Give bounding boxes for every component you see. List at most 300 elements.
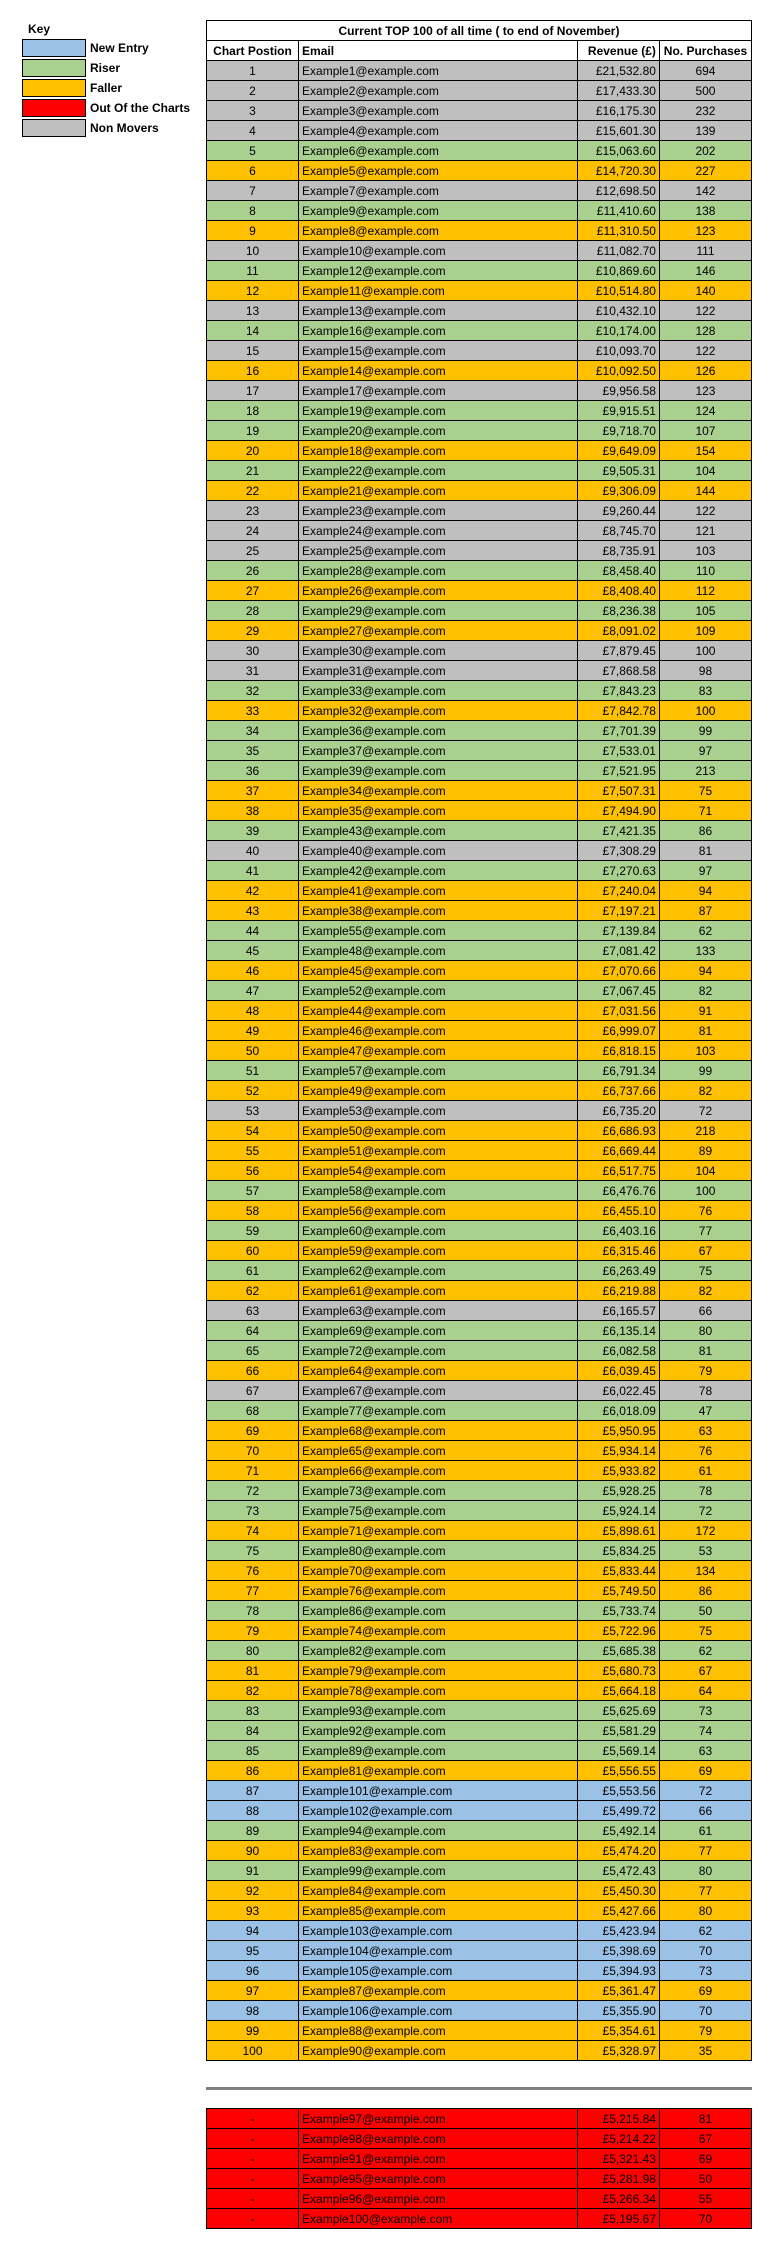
cell-purchases: 70 [659,2209,751,2229]
cell-position: 80 [207,1641,299,1661]
table-row [207,1241,752,1261]
cell-revenue: £5,321.43 [578,2149,660,2169]
cell-revenue: £5,472.43 [578,1861,660,1881]
cell-email: Example73@example.com [299,1481,578,1501]
cell-position: 84 [207,1721,299,1741]
cell-purchases: 86 [659,1581,751,1601]
cell-revenue: £5,556.55 [578,1761,660,1781]
cell-purchases: 98 [659,661,751,681]
table-row [207,1901,752,1921]
cell-position: 46 [207,961,299,981]
cell-email: Example61@example.com [299,1281,578,1301]
cell-purchases: 50 [659,2169,751,2189]
cell-purchases: 75 [659,781,751,801]
cell-revenue: £5,581.29 [578,1721,660,1741]
table-row [207,2209,752,2229]
cell-revenue: £5,474.20 [578,1841,660,1861]
cell-email: Example89@example.com [299,1741,578,1761]
cell-position: 47 [207,981,299,1001]
cell-email: Example11@example.com [299,281,578,301]
cell-email: Example46@example.com [299,1021,578,1041]
cell-purchases: 81 [659,1341,751,1361]
cell-email: Example104@example.com [299,1941,578,1961]
cell-revenue: £5,492.14 [578,1821,660,1841]
cell-email: Example74@example.com [299,1621,578,1641]
cell-email: Example66@example.com [299,1461,578,1481]
cell-revenue: £7,197.21 [578,901,660,921]
cell-revenue: £6,018.09 [578,1401,660,1421]
cell-position: 99 [207,2021,299,2041]
cell-email: Example10@example.com [299,241,578,261]
cell-purchases: 74 [659,1721,751,1741]
table-row [207,1821,752,1841]
cell-purchases: 100 [659,1181,751,1201]
cell-position: 89 [207,1821,299,1841]
cell-email: Example86@example.com [299,1601,578,1621]
cell-revenue: £5,569.14 [578,1741,660,1761]
table-row [207,1481,752,1501]
cell-position: 12 [207,281,299,301]
cell-purchases: 218 [659,1121,751,1141]
cell-purchases: 128 [659,321,751,341]
cell-email: Example75@example.com [299,1501,578,1521]
table-row [207,1181,752,1201]
cell-purchases: 76 [659,1201,751,1221]
legend-key [22,21,202,138]
cell-email: Example32@example.com [299,701,578,721]
cell-email: Example17@example.com [299,381,578,401]
table-row [207,1541,752,1561]
cell-purchases: 75 [659,1621,751,1641]
cell-email: Example96@example.com [299,2189,578,2209]
table-row [207,841,752,861]
table-row [207,461,752,481]
cell-email: Example7@example.com [299,181,578,201]
cell-email: Example58@example.com [299,1181,578,1201]
cell-email: Example51@example.com [299,1141,578,1161]
key-title: Key [28,22,51,36]
cell-revenue: £5,749.50 [578,1581,660,1601]
cell-revenue: £7,842.78 [578,701,660,721]
cell-position: 34 [207,721,299,741]
cell-revenue: £11,310.50 [578,221,660,241]
cell-email: Example91@example.com [299,2149,578,2169]
table-row [207,1581,752,1601]
table-row [207,541,752,561]
cell-email: Example105@example.com [299,1961,578,1981]
cell-purchases: 500 [659,81,751,101]
table-row [207,2001,752,2021]
cell-purchases: 61 [659,1461,751,1481]
cell-purchases: 80 [659,1861,751,1881]
cell-position: 77 [207,1581,299,1601]
cell-position: 43 [207,901,299,921]
cell-purchases: 62 [659,921,751,941]
cell-position: 56 [207,1161,299,1181]
table-row [207,1781,752,1801]
cell-email: Example39@example.com [299,761,578,781]
cell-revenue: £7,843.23 [578,681,660,701]
table-title-row [207,21,752,41]
cell-position: 11 [207,261,299,281]
cell-email: Example65@example.com [299,1441,578,1461]
cell-revenue: £6,818.15 [578,1041,660,1061]
cell-email: Example14@example.com [299,361,578,381]
cell-revenue: £16,175.30 [578,101,660,121]
cell-revenue: £5,625.69 [578,1701,660,1721]
table-row [207,1401,752,1421]
cell-email: Example27@example.com [299,621,578,641]
table-row [207,921,752,941]
cell-position: 69 [207,1421,299,1441]
cell-purchases: 202 [659,141,751,161]
cell-email: Example67@example.com [299,1381,578,1401]
key-label: Faller [90,81,123,95]
cell-revenue: £9,718.70 [578,421,660,441]
key-swatch [22,39,86,57]
cell-email: Example76@example.com [299,1581,578,1601]
cell-revenue: £7,270.63 [578,861,660,881]
table-row [207,1981,752,2001]
cell-purchases: 78 [659,1381,751,1401]
cell-revenue: £5,214.22 [578,2129,660,2149]
cell-purchases: 694 [659,61,751,81]
table-row [207,1081,752,1101]
cell-revenue: £5,834.25 [578,1541,660,1561]
cell-position: 66 [207,1361,299,1381]
cell-revenue: £9,505.31 [578,461,660,481]
cell-purchases: 76 [659,1441,751,1461]
cell-purchases: 75 [659,1261,751,1281]
cell-purchases: 94 [659,881,751,901]
cell-email: Example88@example.com [299,2021,578,2041]
table-row [207,701,752,721]
table-row [207,1101,752,1121]
cell-purchases: 94 [659,961,751,981]
cell-purchases: 232 [659,101,751,121]
cell-purchases: 62 [659,1641,751,1661]
cell-revenue: £6,669.44 [578,1141,660,1161]
cell-email: Example87@example.com [299,1981,578,2001]
cell-email: Example81@example.com [299,1761,578,1781]
cell-position: 41 [207,861,299,881]
cell-revenue: £9,649.09 [578,441,660,461]
cell-purchases: 104 [659,461,751,481]
cell-email: Example63@example.com [299,1301,578,1321]
cell-revenue: £7,701.39 [578,721,660,741]
cell-revenue: £6,135.14 [578,1321,660,1341]
cell-email: Example6@example.com [299,141,578,161]
cell-position: 50 [207,1041,299,1061]
cell-position: 22 [207,481,299,501]
table-row [207,1741,752,1761]
cell-email: Example92@example.com [299,1721,578,1741]
cell-email: Example55@example.com [299,921,578,941]
cell-email: Example60@example.com [299,1221,578,1241]
cell-revenue: £5,499.72 [578,1801,660,1821]
cell-position: 26 [207,561,299,581]
table-row [207,1261,752,1281]
cell-email: Example94@example.com [299,1821,578,1841]
cell-email: Example47@example.com [299,1041,578,1061]
cell-revenue: £5,427.66 [578,1901,660,1921]
cell-revenue: £9,306.09 [578,481,660,501]
key-label: Non Movers [90,121,159,135]
cell-revenue: £6,517.75 [578,1161,660,1181]
cell-email: Example57@example.com [299,1061,578,1081]
cell-revenue: £6,219.88 [578,1281,660,1301]
cell-revenue: £5,924.14 [578,1501,660,1521]
cell-position: 75 [207,1541,299,1561]
cell-revenue: £5,266.34 [578,2189,660,2209]
table-row [207,1341,752,1361]
table-row [207,81,752,101]
cell-email: Example72@example.com [299,1341,578,1361]
cell-purchases: 142 [659,181,751,201]
cell-email: Example82@example.com [299,1641,578,1661]
cell-purchases: 69 [659,1981,751,2001]
cell-position: 86 [207,1761,299,1781]
cell-email: Example43@example.com [299,821,578,841]
table-row [207,1961,752,1981]
table-row [207,1621,752,1641]
cell-email: Example29@example.com [299,601,578,621]
table-row [207,1501,752,1521]
cell-revenue: £6,476.76 [578,1181,660,1201]
cell-purchases: 111 [659,241,751,261]
table-row [207,2189,752,2209]
key-label: Out Of the Charts [90,101,191,115]
cell-position: 33 [207,701,299,721]
cell-email: Example62@example.com [299,1261,578,1281]
table-row [207,441,752,461]
cell-purchases: 110 [659,561,751,581]
cell-email: Example77@example.com [299,1401,578,1421]
key-label: New Entry [90,41,149,55]
key-swatch [22,99,86,117]
cell-purchases: 227 [659,161,751,181]
cell-email: Example50@example.com [299,1121,578,1141]
table-row [207,961,752,981]
cell-position: 65 [207,1341,299,1361]
cell-email: Example106@example.com [299,2001,578,2021]
cell-position: 90 [207,1841,299,1861]
cell-position: 62 [207,1281,299,1301]
cell-position: 63 [207,1301,299,1321]
cell-email: Example30@example.com [299,641,578,661]
cell-revenue: £5,394.93 [578,1961,660,1981]
cell-purchases: 79 [659,2021,751,2041]
table-row [207,1721,752,1741]
cell-revenue: £6,263.49 [578,1261,660,1281]
cell-email: Example53@example.com [299,1101,578,1121]
cell-revenue: £6,315.46 [578,1241,660,1261]
cell-email: Example79@example.com [299,1661,578,1681]
cell-purchases: 80 [659,1321,751,1341]
cell-revenue: £10,093.70 [578,341,660,361]
table-row [207,2109,752,2129]
cell-email: Example45@example.com [299,961,578,981]
cell-email: Example41@example.com [299,881,578,901]
cell-purchases: 100 [659,641,751,661]
cell-position: 35 [207,741,299,761]
table-row [207,2041,752,2061]
cell-revenue: £5,281.98 [578,2169,660,2189]
cell-email: Example9@example.com [299,201,578,221]
table-row [207,361,752,381]
cell-position: 72 [207,1481,299,1501]
cell-position: 16 [207,361,299,381]
header-chart-position: Chart Postion [207,41,299,61]
cell-revenue: £7,521.95 [578,761,660,781]
cell-revenue: £14,720.30 [578,161,660,181]
table-row [207,1221,752,1241]
cell-revenue: £8,745.70 [578,521,660,541]
cell-email: Example49@example.com [299,1081,578,1101]
table-row [207,321,752,341]
table-row [207,1061,752,1081]
table-row [207,221,752,241]
cell-purchases: 213 [659,761,751,781]
cell-purchases: 79 [659,1361,751,1381]
cell-revenue: £10,174.00 [578,321,660,341]
cell-position: 49 [207,1021,299,1041]
cell-revenue: £21,532.80 [578,61,660,81]
cell-position: 13 [207,301,299,321]
cell-revenue: £15,063.60 [578,141,660,161]
cell-position: 8 [207,201,299,221]
table-row [207,1761,752,1781]
cell-email: Example37@example.com [299,741,578,761]
table-row [207,1161,752,1181]
cell-revenue: £5,553.56 [578,1781,660,1801]
cell-position: 95 [207,1941,299,1961]
cell-position: 25 [207,541,299,561]
table-row [207,621,752,641]
cell-position: - [207,2169,299,2189]
cell-position: 1 [207,61,299,81]
key-label: Riser [90,61,121,75]
cell-position: 32 [207,681,299,701]
cell-email: Example100@example.com [299,2209,578,2229]
cell-revenue: £5,398.69 [578,1941,660,1961]
cell-email: Example3@example.com [299,101,578,121]
cell-revenue: £8,458.40 [578,561,660,581]
table-row [207,241,752,261]
cell-purchases: 82 [659,981,751,1001]
cell-position: 55 [207,1141,299,1161]
cell-revenue: £15,601.30 [578,121,660,141]
cell-revenue: £8,408.40 [578,581,660,601]
cell-position: 61 [207,1261,299,1281]
table-row [207,761,752,781]
cell-position: 6 [207,161,299,181]
cell-purchases: 123 [659,221,751,241]
table-row [207,501,752,521]
table-row [207,681,752,701]
cell-purchases: 122 [659,341,751,361]
cell-position: 48 [207,1001,299,1021]
key-swatch [22,119,86,137]
cell-purchases: 70 [659,1941,751,1961]
table-row [207,1861,752,1881]
cell-email: Example40@example.com [299,841,578,861]
header-email: Email [299,41,578,61]
cell-purchases: 62 [659,1921,751,1941]
cell-purchases: 67 [659,1661,751,1681]
cell-email: Example48@example.com [299,941,578,961]
table-row [207,381,752,401]
cell-purchases: 81 [659,841,751,861]
cell-position: 9 [207,221,299,241]
cell-purchases: 133 [659,941,751,961]
cell-purchases: 80 [659,1901,751,1921]
table-row [207,261,752,281]
table-row [207,1561,752,1581]
cell-purchases: 78 [659,1481,751,1501]
cell-email: Example34@example.com [299,781,578,801]
cell-revenue: £6,039.45 [578,1361,660,1381]
table-row [207,1641,752,1661]
table-row [207,1121,752,1141]
cell-position: 36 [207,761,299,781]
table-row [207,1001,752,1021]
table-row [207,1421,752,1441]
cell-purchases: 99 [659,1061,751,1081]
cell-purchases: 89 [659,1141,751,1161]
cell-email: Example24@example.com [299,521,578,541]
cell-revenue: £7,879.45 [578,641,660,661]
cell-email: Example103@example.com [299,1921,578,1941]
cell-position: 18 [207,401,299,421]
cell-purchases: 69 [659,1761,751,1781]
cell-position: 10 [207,241,299,261]
cell-email: Example71@example.com [299,1521,578,1541]
table-row [207,121,752,141]
cell-position: 100 [207,2041,299,2061]
cell-position: 23 [207,501,299,521]
table-row [207,2021,752,2041]
cell-purchases: 112 [659,581,751,601]
table-row [207,141,752,161]
cell-revenue: £7,868.58 [578,661,660,681]
cell-position: 30 [207,641,299,661]
cell-email: Example56@example.com [299,1201,578,1221]
table-row [207,1201,752,1221]
cell-revenue: £7,081.42 [578,941,660,961]
table-row [207,581,752,601]
cell-position: 14 [207,321,299,341]
cell-position: 82 [207,1681,299,1701]
cell-purchases: 77 [659,1221,751,1241]
cell-purchases: 139 [659,121,751,141]
cell-purchases: 104 [659,1161,751,1181]
table-row [207,1941,752,1961]
cell-purchases: 99 [659,721,751,741]
cell-revenue: £6,165.57 [578,1301,660,1321]
key-swatch [22,79,86,97]
cell-revenue: £6,082.58 [578,1341,660,1361]
cell-email: Example70@example.com [299,1561,578,1581]
cell-purchases: 61 [659,1821,751,1841]
table-row [207,181,752,201]
cell-email: Example19@example.com [299,401,578,421]
cell-position: - [207,2209,299,2229]
cell-purchases: 107 [659,421,751,441]
cell-position: 20 [207,441,299,461]
cell-position: 97 [207,1981,299,2001]
cell-email: Example26@example.com [299,581,578,601]
